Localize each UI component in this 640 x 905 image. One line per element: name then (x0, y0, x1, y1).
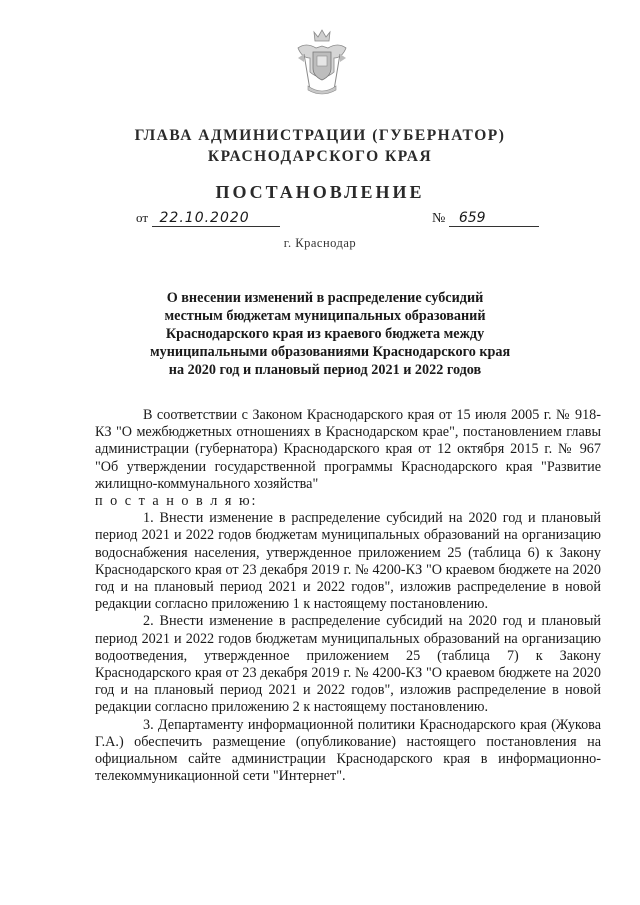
title-line: на 2020 год и плановый период 2021 и 2022 годов (168, 362, 482, 378)
date-value: 22.10.2020 (152, 210, 280, 227)
krasnodar-coat-of-arms-icon (296, 28, 348, 98)
number-prefix: № (432, 211, 446, 226)
clause-paragraph: 1. Внести изменение в распределение субсидий на 2020 год и плановый период 2021 и 2022 годов бюджетам муниципальных образований на организацию водоснабжения населения, утвержденное приложением 25 (таблица 6) к Закону Краснодарского края от 23 декабря 2019 г. № 4200-КЗ "О краевом бюджете на 2020 год и на плановый период 2021 и 2022 годов", изложив распределение в новой редакции согласно приложению 1 к настоящему постановлению. (95, 510, 601, 613)
document-title (150, 289, 511, 379)
region-title: КРАСНОДАРСКОГО КРАЯ (207, 148, 433, 165)
title-line: О внесении изменений в распределение субсидий (166, 290, 484, 306)
document-body (95, 407, 601, 785)
title-line: Краснодарского края из краевого бюджета между (165, 326, 485, 342)
title-line: муниципальными образованиями Краснодарского края (150, 344, 511, 360)
number-value: 659 (449, 210, 539, 227)
document-type: ПОСТАНОВЛЕНИЕ (215, 182, 425, 202)
authority-title: ГЛАВА АДМИНИСТРАЦИИ (ГУБЕРНАТОР) (134, 127, 506, 144)
date-line (136, 210, 280, 227)
preamble-paragraph: В соответствии с Законом Краснодарского края от 15 июля 2005 г. № 918-КЗ "О межбюджетных отношениях в Краснодарском крае", постановлением главы администрации (губернатора) Краснодарского края от 12 октября 2015 г. № 967 "Об утверждении государственной программы Краснодарского края "Развитие жилищно-коммунального хозяйства" (95, 407, 601, 492)
date-prefix: от (136, 210, 149, 225)
title-line: местным бюджетам муниципальных образований (164, 308, 486, 324)
resolve-word: п о с т а н о в л я ю: (95, 493, 258, 510)
clause-paragraph: 2. Внести изменение в распределение субсидий на 2020 год и плановый период 2021 и 2022 годов бюджетам муниципальных образований на организацию водоотведения, утвержденное приложением 25 (таблица 7) к Закону Краснодарского края от 23 декабря 2019 г. № 4200-КЗ "О краевом бюджете на 2020 год и на плановый период 2021 и 2022 годов", изложив распределение в новой редакции согласно приложению 2 к настоящему постановлению. (95, 613, 601, 716)
number-line (432, 210, 539, 227)
city: г. Краснодар (283, 236, 357, 250)
clause-paragraph: 3. Департаменту информационной политики Краснодарского края (Жукова Г.А.) обеспечить размещение (опубликование) настоящего постановления на официальном сайте администрации Краснодарского края в информационно-телекоммуникационной сети "Интернет". (95, 716, 601, 785)
